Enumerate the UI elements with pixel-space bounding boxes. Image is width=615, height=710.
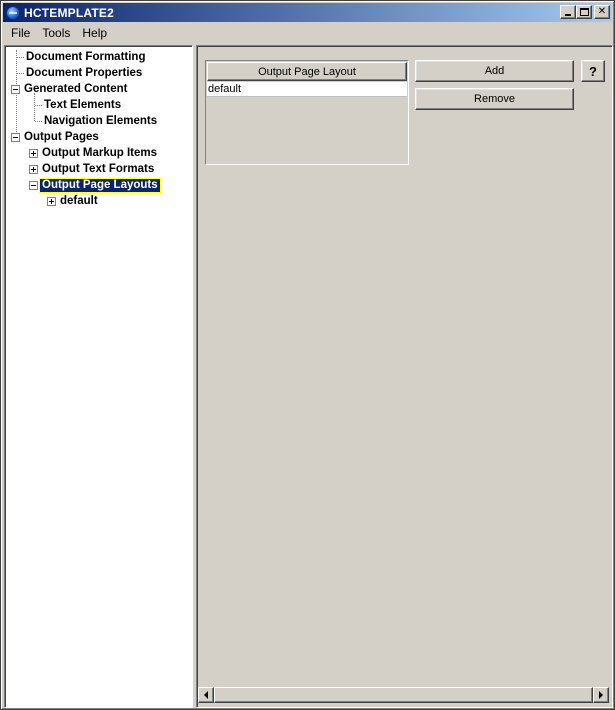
navigation-tree-panel xyxy=(4,45,193,708)
minimize-button[interactable] xyxy=(560,5,576,19)
tree-item-label: Output Text Formats xyxy=(42,163,155,175)
tree-item-label: default xyxy=(60,195,98,207)
tree-connector xyxy=(34,93,35,121)
tree-connector xyxy=(17,57,24,58)
expand-icon[interactable] xyxy=(29,149,38,158)
menu-file[interactable]: File xyxy=(11,25,31,40)
maximize-icon xyxy=(580,8,589,16)
tree-item-output-text-formats[interactable] xyxy=(29,162,156,177)
tree-connector xyxy=(35,121,42,122)
scroll-right-button[interactable] xyxy=(593,687,609,703)
tree-item-output-pages[interactable] xyxy=(11,130,101,145)
page-layout-table xyxy=(205,60,409,165)
tree-item-label: Document Formatting xyxy=(26,51,146,63)
menu-bar xyxy=(3,23,612,42)
navigation-tree xyxy=(5,46,192,707)
arrow-right-icon xyxy=(599,691,603,699)
tree-item-label: Output Pages xyxy=(24,131,99,143)
table-column-header[interactable]: Output Page Layout xyxy=(207,62,407,81)
help-button[interactable]: ? xyxy=(581,60,605,82)
horizontal-scrollbar[interactable] xyxy=(198,687,609,703)
maximize-button[interactable] xyxy=(576,5,592,19)
collapse-icon[interactable] xyxy=(11,133,20,142)
minimize-icon xyxy=(565,14,571,16)
tree-item-document-formatting[interactable] xyxy=(24,50,147,65)
title-bar[interactable] xyxy=(3,3,612,22)
tree-item-default[interactable] xyxy=(47,194,100,209)
remove-button[interactable]: Remove xyxy=(415,88,574,110)
scroll-left-button[interactable] xyxy=(198,687,214,703)
add-button[interactable]: Add xyxy=(415,60,574,82)
arrow-left-icon xyxy=(204,691,208,699)
table-row[interactable]: default xyxy=(207,82,407,97)
expand-icon[interactable] xyxy=(47,197,56,206)
window-controls xyxy=(560,5,610,19)
menu-help[interactable]: Help xyxy=(82,25,108,40)
tree-item-label: Generated Content xyxy=(24,83,128,95)
tree-item-label: Document Properties xyxy=(26,67,143,79)
expand-icon[interactable] xyxy=(29,165,38,174)
close-icon: ✕ xyxy=(597,6,607,17)
scrollbar-thumb[interactable] xyxy=(214,687,593,703)
tree-item-label: Output Page Layouts xyxy=(42,179,158,191)
tree-connector xyxy=(17,73,24,74)
tree-item-navigation-elements[interactable] xyxy=(42,114,159,129)
tree-item-output-markup-items[interactable] xyxy=(29,146,159,161)
tree-item-generated-content[interactable] xyxy=(11,82,130,97)
collapse-icon[interactable] xyxy=(29,181,38,190)
window-title: HCTEMPLATE2 xyxy=(24,5,114,20)
tree-item-output-page-layouts[interactable] xyxy=(29,178,160,193)
tree-item-document-properties[interactable] xyxy=(24,66,144,81)
tree-item-label: Output Markup Items xyxy=(42,147,158,159)
globe-app-icon[interactable] xyxy=(6,6,20,20)
menu-tools[interactable]: Tools xyxy=(42,25,71,40)
collapse-icon[interactable] xyxy=(11,85,20,94)
tree-item-label: Text Elements xyxy=(44,99,122,111)
tree-item-text-elements[interactable] xyxy=(42,98,123,113)
close-button[interactable] xyxy=(594,5,610,19)
tree-connector xyxy=(35,105,42,106)
tree-item-label: Navigation Elements xyxy=(44,115,158,127)
